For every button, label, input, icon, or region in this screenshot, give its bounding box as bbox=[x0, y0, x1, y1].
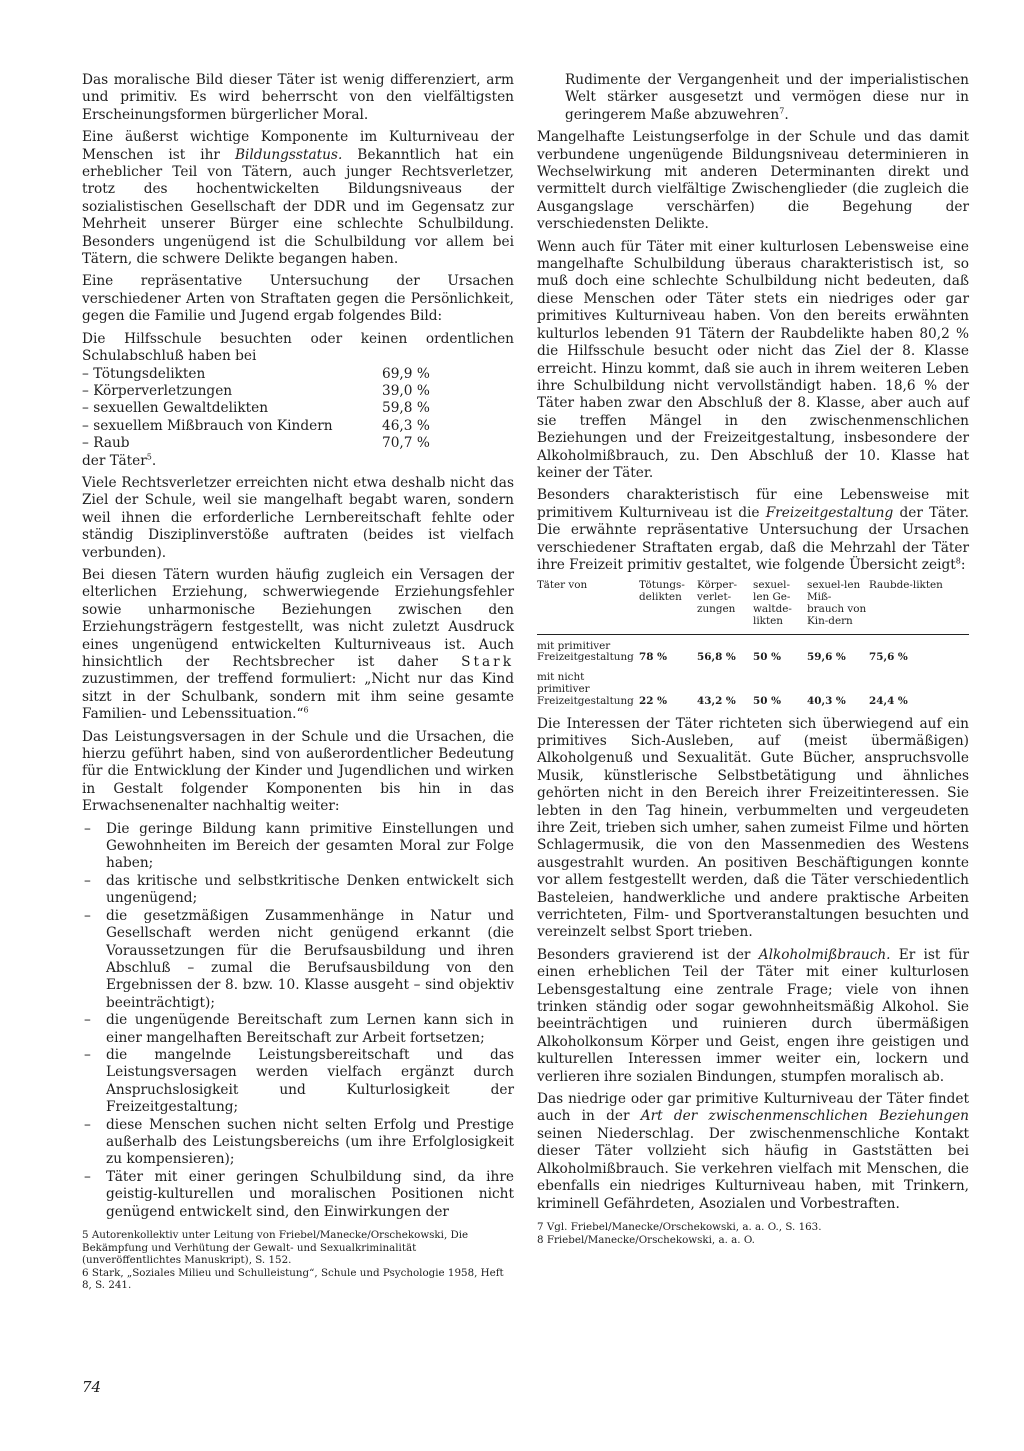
column-header: Täter von bbox=[537, 579, 588, 592]
footnote-ref: 5 bbox=[146, 451, 152, 461]
list-item: – Täter mit einer geringen Schulbildung sind, da ihre geistig-kulturellen und moralischen Positionen nicht genügend entwickelt sind, den Einwirkungen der bbox=[82, 1169, 514, 1221]
table-row: mit nicht primitiver Freizeitgestaltung 22 % 43,2 % 50 % 40,3 % 24,4 % bbox=[537, 666, 969, 709]
paragraph: Besonders charakteristisch für eine Lebensweise mit primitivem Kulturniveau ist die Freizeitgestaltung der Täter. Die erwähnte repräsentative Untersuchung der Ursachen verschiedener Straftaten ergab, daß die Mehrzahl der Täter ihre Freizeit primitiv gestaltet, wie folgende Übersicht zeigt$^8$: bbox=[537, 487, 969, 573]
footnotes bbox=[537, 1221, 969, 1246]
emphasis: Freizeitgestaltung bbox=[765, 504, 894, 521]
emphasis: Bildungsstatus. bbox=[234, 146, 343, 163]
paragraph: Das niedrige oder gar primitive Kulturniveau der Täter findet auch in der Art der zwischenmenschlichen Beziehungen seinen Niederschlag. Der zwischenmenschliche Kontakt dieser Täter vollzieht sich häufig in Gaststätten bei Alkoholmißbrauch. Sie verkehren vielfach mit Menschen, die ebenfalls ein niedriges Kulturniveau haben, mit Trinkern, kriminell Gefährdeten, Asozialen und Vorbestraften. bbox=[537, 1091, 969, 1212]
footnote-ref: 8 bbox=[955, 556, 961, 566]
left-column bbox=[82, 72, 514, 1292]
paragraph: Eine repräsentative Untersuchung der Ursachen verschiedener Arten von Straftaten gegen die Persönlichkeit, gegen die Familie und Jugend ergab folgendes Bild: bbox=[82, 273, 514, 325]
column-header: sexuel-len Miß-brauch von Kin-dern bbox=[807, 579, 867, 627]
leisure-table bbox=[537, 580, 969, 709]
list-item: – die ungenügende Bereitschaft zum Lernen kann sich in einer mangelhaften Bereitschaft zur Arbeit fortsetzen; bbox=[82, 1012, 514, 1047]
paragraph: Wenn auch für Täter mit einer kulturlosen Lebensweise eine mangelhafte Schulbildung überaus charakteristisch ist, so muß doch eine schlechte Schulbildung nicht bedeuten, daß diese Menschen oder Täter stets ein niedriges oder gar primitives Kulturniveau haben. Von den bereits erwähnten kulturlos lebenden 91 Tätern der Raubdelikte haben 80,2 % die Hilfsschule besucht oder nicht das Ziel der 8. Klasse erreicht. Hinzu kommt, daß sie auch in ihrem weiteren Leben ihre Schulbildung nicht vervollständigt haben. 18,6 % der Täter haben zwar den Abschluß der 8. Klasse, aber auch auf sie treffen Mängel in den zwischenmenschlichen Beziehungen und der Freizeitgestaltung, insbesondere der Alkoholmißbrauch, zu. Den Abschluß der 10. Klasse hat keiner der Täter. bbox=[537, 238, 969, 481]
row-label: mit primitiver Freizeitgestaltung bbox=[537, 639, 634, 664]
paragraph: der Täter$^5$. bbox=[82, 451, 157, 469]
footnotes bbox=[82, 1229, 514, 1292]
emphasis: Art der zwischenmenschlichen Beziehungen bbox=[640, 1108, 969, 1125]
bullet-list bbox=[82, 821, 514, 1221]
list-item: – sexuellem Mißbrauch von Kindern 46,3 % bbox=[82, 417, 430, 434]
column-header: Tötungs-delikten bbox=[639, 579, 685, 604]
column-header: sexuel-len Ge-waltde-likten bbox=[753, 579, 792, 627]
paragraph: Bei diesen Tätern wurden häufig zugleich ein Versagen der elterlichen Erziehung, schwerwiegende Erziehungsfehler sowie unharmonische Beziehungen zwischen den Erziehungsträgern festgestellt, was nicht zuletzt Ausdruck eines ungenügend entwickelten Kulturniveaus ist. Auch hinsichtlich der Rechtsbrecher ist daher Stark zuzustimmen, der treffend formuliert: „Nicht nur das Kind sitzt in der Schulbank, sondern mit ihm seine gesamte Familien- und Lebenssituation.“$^6$ bbox=[82, 566, 514, 723]
list-item: – Tötungsdelikten 69,9 % bbox=[82, 365, 430, 382]
paragraph: Das moralische Bild dieser Täter ist wenig differenziert, arm und primitiv. Es wird beherrscht von den vielfältigsten Erscheinungsformen bürgerlicher Moral. bbox=[82, 72, 514, 123]
list-item: – das kritische und selbstkritische Denken entwickelt sich ungenügend; bbox=[82, 873, 514, 908]
footnote-ref: 7 bbox=[779, 106, 785, 116]
table-header-row bbox=[537, 580, 969, 634]
column-header: Raubde-likten bbox=[869, 579, 943, 592]
footnote: 6 Stark, „Soziales Milieu und Schulleistung“, Schule und Psychologie 1958, Heft 8, S. 241. bbox=[82, 1266, 504, 1292]
list-item: – Raub 70,7 % bbox=[82, 435, 430, 452]
list-item: – sexuellen Gewaltdelikten 59,8 % bbox=[82, 400, 430, 417]
list-item: – die gesetzmäßigen Zusammenhänge in Natur und Gesellschaft werden nicht genügend erkannt (die Voraussetzungen für die Berufsausbildung und ihren Abschluß – zumal die Berufsausbildung von den Ergebnissen der 8. bzw. 10. Klasse ausgeht – sind objektiv beeinträchtigt); bbox=[82, 908, 514, 1012]
footnote: 7 Vgl. Friebel/Manecke/Orschekowski, a. a. O., S. 163. bbox=[537, 1220, 822, 1233]
list-item: – diese Menschen suchen nicht selten Erfolg und Prestige außerhalb des Leistungsbereichs (um ihre Erfolglosigkeit zu kompensieren); bbox=[82, 1117, 514, 1169]
footnote-ref: 6 bbox=[303, 705, 309, 715]
list-item: – Die geringe Bildung kann primitive Einstellungen und Gewohnheiten im Bereich der gesamten Moral zur Folge haben; bbox=[82, 821, 514, 873]
right-column bbox=[537, 72, 969, 1246]
column-header: Körper-verlet-zungen bbox=[697, 579, 737, 615]
paragraph: Besonders gravierend ist der Alkoholmißbrauch. Er ist für einen erheblichen Teil der Täter mit einer kulturlosen Lebensgestaltung eine zentrale Frage; viele von ihnen trinken ständig oder sogar gewohnheitsmäßig Alkohol. Sie beeinträchtigen und ruinieren durch übermäßigen Alkoholkonsum Körper und Geist, engen ihre geistigen und kulturellen Interessen immer weiter ein, lockern und verlieren ihre sozialen Bindungen, stumpfen moralisch ab. bbox=[537, 946, 969, 1085]
paragraph: Eine äußerst wichtige Komponente im Kulturniveau der Menschen ist ihr Bildungsstatus. Bekanntlich hat ein erheblicher Teil von Tätern, auch junger Rechtsverletzer, trotz des hochentwickelten Bildungsniveaus der sozialistischen Gesellschaft der DDR und im Gegensatz zur Mehrheit unserer Bürger eine schlechte Schulbildung. Besonders ungenügend ist die Schulbildung vor allem bei Tätern, die schwere Delikte begangen haben. bbox=[82, 129, 514, 268]
row-label: mit nicht primitiver Freizeitgestaltung bbox=[537, 671, 634, 707]
footnote: 8 Friebel/Manecke/Orschekowski, a. a. O. bbox=[537, 1233, 755, 1246]
crime-stats-list bbox=[82, 366, 452, 453]
paragraph: Rudimente der Vergangenheit und der imperialistischen Welt stärker ausgesetzt und vermögen diese nur in geringerem Maße abzuwehren$^7$. bbox=[565, 72, 969, 123]
list-item: – Körperverletzungen 39,0 % bbox=[82, 382, 430, 399]
paragraph: Die Hilfsschule besuchten oder keinen ordentlichen Schulabschluß haben bei bbox=[82, 330, 514, 365]
list-item: – die mangelnde Leistungsbereitschaft und das Leistungsversagen werden vielfach ergänzt durch Anspruchslosigkeit und Kulturlosigkeit der Freizeitgestaltung; bbox=[82, 1047, 514, 1117]
footnote: 5 Autorenkollektiv unter Leitung von Friebel/Manecke/Orschekowski, Die Bekämpfung und Verhütung der Gewalt- und Sexualkriminalität (unveröffentlichtes Manuskript), S. 152. bbox=[82, 1229, 469, 1267]
emphasis: Alkoholmißbrauch. bbox=[758, 946, 891, 963]
paragraph: Das Leistungsversagen in der Schule und die Ursachen, die hierzu geführt haben, sind von außerordentlicher Bedeutung für die Entwicklung der Kinder und Jugendlichen und wirken in Gestalt folgender Komponenten bis hin in das Erwachsenenalter nachhaltig weiter: bbox=[82, 728, 514, 815]
paragraph: Mangelhafte Leistungserfolge in der Schule und das damit verbundene ungenügende Bildungsniveau determinieren in Wechselwirkung mit anderen Determinanten direkt und vermittelt durch vielfältige Zwischenglieder (die zugleich die Ausgangslage verschärfen) die Begehung der verschiedensten Delikte. bbox=[537, 129, 969, 233]
paragraph: Die Interessen der Täter richteten sich überwiegend auf ein primitives Sich-Ausleben, auf (meist übermäßigen) Alkoholgenuß und Sexualität. Gute Bücher, anspruchsvolle Musik, künstlerische Selbstbetätigung und ähnliches gehörten nicht in den Bereich ihrer Freizeitinteressen. Sie lebten in den Tag hinein, verbummelten und vergeudeten ihre Zeit, trieben sich umher, sahen zumeist Filme und hörten Schlagermusik, die von den Massenmedien des Westens ausgestrahlt wurden. An positiven Beschäftigungen konnte vor allem festgestellt werden, daß die Täter verschiedentlich Basteleien, handwerkliche und andere praktische Arbeiten verrichteten, Film- und Sportveranstaltungen besuchten und vereinzelt selbst Sport trieben. bbox=[537, 715, 969, 941]
table-row: mit primitiver Freizeitgestaltung 78 % 56,8 % 50 % 59,6 % 75,6 % bbox=[537, 634, 969, 666]
author-name: Stark bbox=[461, 654, 514, 670]
page-number: 74 bbox=[82, 1378, 102, 1396]
paragraph: Viele Rechtsverletzer erreichten nicht etwa deshalb nicht das Ziel der Schule, weil sie mangelhaft begabt waren, sondern weil ihnen die erforderliche Lernbereitschaft fehlte oder ständig Disziplinverstöße auftraten (beides ist vielfach verbunden). bbox=[82, 474, 514, 561]
